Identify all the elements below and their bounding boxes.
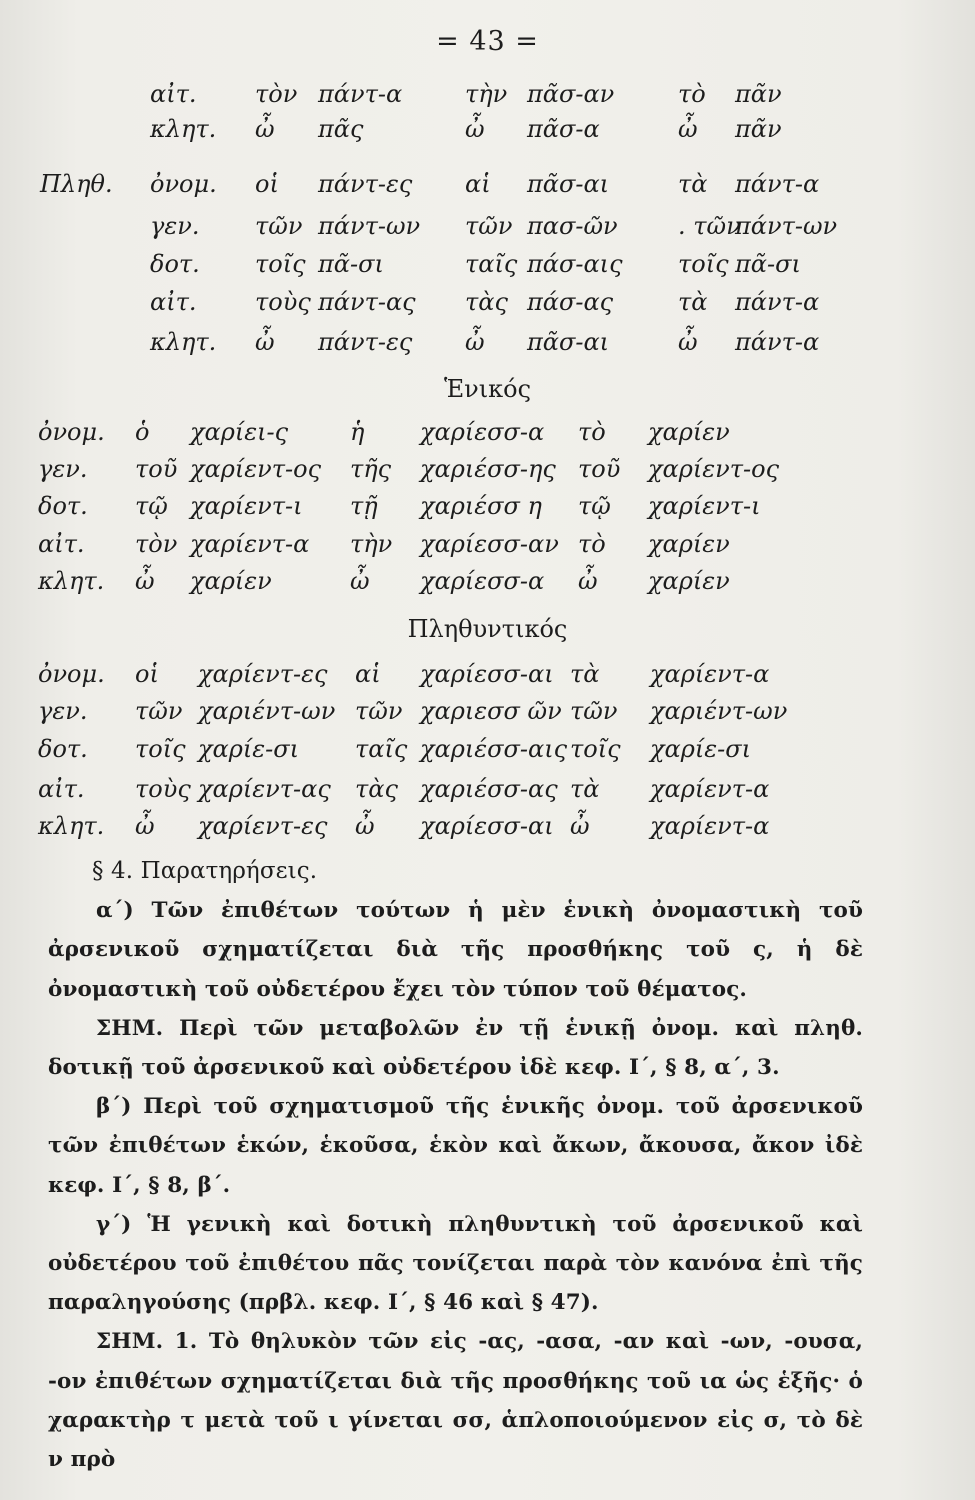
table-cell: γεν. xyxy=(38,697,88,725)
table-cell: πᾶν xyxy=(735,115,782,143)
table-cell: χαρίεν xyxy=(190,567,272,595)
table-cell: πάντ-ων xyxy=(735,212,838,240)
table-cell: γεν. xyxy=(150,212,200,240)
table-cell: χαρίεσσ-α xyxy=(420,418,545,446)
table-cell: τῷ xyxy=(578,492,611,520)
table-cell: χαρίεντ-α xyxy=(190,530,310,558)
table-cell: ὦ xyxy=(678,115,698,143)
table-cell: χαρίεντ-α xyxy=(650,775,770,803)
table-cell: τὰς xyxy=(465,288,508,316)
table-row xyxy=(0,250,975,286)
table-cell: τῇ xyxy=(350,492,378,520)
page-number: = 43 = xyxy=(436,26,539,57)
table-cell: τῷ xyxy=(135,492,168,520)
table-cell: αἰτ. xyxy=(38,775,85,803)
table-cell: πᾶς xyxy=(318,115,364,143)
table-cell: πάντ-ες xyxy=(318,170,413,198)
table-cell: τοῦ xyxy=(578,455,621,483)
table-cell: χαρίε-σι xyxy=(198,735,300,763)
table-cell: ὦ xyxy=(255,328,275,356)
table-cell: κλητ. xyxy=(38,812,105,840)
table-cell: χαρίεντ-α xyxy=(650,660,770,688)
table-cell: πάντ-α xyxy=(735,288,820,316)
table-cell: χαριέσσ-ης xyxy=(420,455,556,483)
table-cell: ὦ xyxy=(255,115,275,143)
table-cell: κλητ. xyxy=(150,115,217,143)
table-cell: χαρίει-ς xyxy=(190,418,289,446)
table-cell: τὴν xyxy=(350,530,393,558)
table-cell: αἰτ. xyxy=(38,530,85,558)
table-cell: ἡ xyxy=(350,418,365,446)
table-row xyxy=(0,288,975,324)
table-row xyxy=(0,212,975,248)
table-cell: χαρίεντ-ας xyxy=(198,775,331,803)
table-cell: τοῖς xyxy=(255,250,306,278)
table-cell: ταῖς xyxy=(355,735,408,763)
table-row xyxy=(0,115,975,151)
table-cell: χαρίεντ-ι xyxy=(648,492,761,520)
table-cell: δοτ. xyxy=(38,735,88,763)
table-cell: πᾶ-σι xyxy=(735,250,801,278)
table-row xyxy=(0,455,975,491)
table-cell: τὸν xyxy=(135,530,178,558)
table-cell: τῶν xyxy=(135,697,183,725)
table-cell: χαρίεντ-ος xyxy=(190,455,322,483)
table-cell: χαριέσσ-αις xyxy=(420,735,568,763)
table-cell: ὀνομ. xyxy=(38,418,105,446)
table-cell: χαρίεσσ-α xyxy=(420,567,545,595)
table-row xyxy=(0,328,975,364)
table-row xyxy=(0,567,975,603)
table-cell: τὰ xyxy=(678,170,708,198)
table-row xyxy=(0,697,975,733)
table-cell: ὀνομ. xyxy=(38,660,105,688)
section-title: § 4. Παρατηρήσεις. xyxy=(92,858,318,884)
heading-plural: Πληθυντικός xyxy=(407,615,568,643)
table-cell: τὸ xyxy=(578,530,606,558)
table-cell: πᾶν xyxy=(735,80,782,108)
table-cell: ὦ xyxy=(570,812,590,840)
table-cell: χαρίεσσ-αν xyxy=(420,530,559,558)
table-cell: αἱ xyxy=(465,170,491,198)
table-cell: τοῖς xyxy=(135,735,186,763)
table-cell: αἱ xyxy=(355,660,381,688)
table-cell: πᾶ-σι xyxy=(318,250,384,278)
table-cell: . τῶν xyxy=(678,212,741,240)
table-cell: ὁ xyxy=(135,418,150,446)
table-cell: τῶν xyxy=(255,212,303,240)
table-cell: χαριέντ-ων xyxy=(198,697,336,725)
table-cell: γεν. xyxy=(38,455,88,483)
table-cell: χαρίεσσ-αι xyxy=(420,812,554,840)
table-cell: χαρίεν xyxy=(648,530,730,558)
table-cell: ταῖς xyxy=(465,250,518,278)
table-cell: πάντ-ες xyxy=(318,328,413,356)
table-cell: αἰτ. xyxy=(150,288,197,316)
table-cell: αἰτ. xyxy=(150,80,197,108)
table-cell: χαριέσσ-ας xyxy=(420,775,558,803)
table-row xyxy=(0,80,975,116)
table-cell: πάσ-αις xyxy=(527,250,623,278)
table-cell: ὦ xyxy=(135,567,155,595)
table-cell: χαρίεντ-ες xyxy=(198,660,328,688)
table-cell: χαριέντ-ων xyxy=(650,697,788,725)
table-row xyxy=(0,775,975,811)
table-cell: χαρίεσσ-αι xyxy=(420,660,554,688)
table-cell: ὦ xyxy=(135,812,155,840)
table-cell: πάντ-α xyxy=(318,80,403,108)
table-cell: τὰς xyxy=(355,775,398,803)
table-cell: τὰ xyxy=(678,288,708,316)
table-cell: οἱ xyxy=(255,170,279,198)
paragraph: ΣΗΜ. 1. Τὸ θηλυκὸν τῶν εἰς -ας, -ασα, -αν καὶ -ων, -ουσα, -ον ἐπιθέτων σχηματίζεται διὰ τῆς προσθήκης τοῦ ια ὡς ἑξῆς· ὁ χαρακτὴρ τ μετὰ τοῦ ι γίνεται σσ, ἁπλοποιούμενον εἰς σ, τὸ δὲ ν πρὸ xyxy=(48,1329,863,1473)
table-cell: πάσ-ας xyxy=(527,288,614,316)
table-cell: ὀνομ. xyxy=(150,170,217,198)
table-cell: τὴν xyxy=(465,80,508,108)
table-cell: τοῦ xyxy=(135,455,178,483)
table-row xyxy=(0,735,975,771)
table-cell: πᾶσ-αν xyxy=(527,80,615,108)
table-cell: τοῖς xyxy=(570,735,621,763)
table-cell: τῶν xyxy=(355,697,403,725)
table-cell: τὰ xyxy=(570,660,600,688)
paragraph: α΄) Τῶν ἐπιθέτων τούτων ἡ μὲν ἑνικὴ ὀνομαστικὴ τοῦ ἀρσενικοῦ σχηματίζεται διὰ τῆς προσθήκης τοῦ ς, ἡ δὲ ὀνομαστικὴ τοῦ οὐδετέρου ἔχει τὸν τύπον τοῦ θέματος. xyxy=(48,898,863,1002)
table-cell: τὸν xyxy=(255,80,298,108)
heading-singular: Ἑνικός xyxy=(443,375,532,403)
table-cell: πᾶσ-αι xyxy=(527,328,610,356)
paragraph: ΣΗΜ. Περὶ τῶν μεταβολῶν ἐν τῇ ἑνικῇ ὀνομ. καὶ πληθ. δοτικῇ τοῦ ἀρσενικοῦ καὶ οὐδετέρου ἰδὲ κεφ. Ι΄, § 8, α΄, 3. xyxy=(48,1015,863,1081)
table-cell: ὦ xyxy=(678,328,698,356)
table-cell: κλητ. xyxy=(38,567,105,595)
table-cell: τοὺς xyxy=(255,288,311,316)
table-row xyxy=(0,812,975,848)
table-cell: πάντ-α xyxy=(735,328,820,356)
table-row xyxy=(0,530,975,566)
table-cell: δοτ. xyxy=(38,492,88,520)
table-cell: τοὺς xyxy=(135,775,191,803)
table-cell: οἱ xyxy=(135,660,159,688)
table-cell: πᾶσ-αι xyxy=(527,170,610,198)
table-cell: τῶν xyxy=(570,697,618,725)
table-cell: τὸ xyxy=(578,418,606,446)
table-cell: χαριέσσ η xyxy=(420,492,542,520)
table-cell: πάντ-α xyxy=(735,170,820,198)
table-cell: ὦ xyxy=(465,115,485,143)
table-cell: χαρίεντ-ος xyxy=(648,455,780,483)
table-row xyxy=(0,170,975,206)
table-cell: χαρίεντ-ες xyxy=(198,812,328,840)
table-cell: δοτ. xyxy=(150,250,200,278)
table-cell: ὦ xyxy=(355,812,375,840)
table-row xyxy=(0,492,975,528)
table-cell: χαρίεν xyxy=(648,567,730,595)
table-cell: πάντ-ας xyxy=(318,288,416,316)
table-cell: χαρίεντ-α xyxy=(650,812,770,840)
table-cell: χαρίεντ-ι xyxy=(190,492,303,520)
table-cell: χαρίε-σι xyxy=(650,735,752,763)
table-cell: πασ-ῶν xyxy=(527,212,618,240)
table-cell: τῶν xyxy=(465,212,513,240)
table-cell: ὦ xyxy=(578,567,598,595)
table-cell: πάντ-ων xyxy=(318,212,421,240)
table-cell: τὰ xyxy=(570,775,600,803)
table-cell: Πληθ. xyxy=(40,170,113,198)
table-row xyxy=(0,418,975,454)
table-cell: τοῖς xyxy=(678,250,729,278)
paragraph: γ΄) Ἡ γενικὴ καὶ δοτικὴ πληθυντικὴ τοῦ ἀρσενικοῦ καὶ οὐδετέρου τοῦ ἐπιθέτου πᾶς τονίζεται παρὰ τὸν κανόνα ἐπὶ τῆς παραληγούσης (πρβλ. κεφ. Ι΄, § 46 καὶ § 47). xyxy=(48,1211,863,1316)
table-cell: ὦ xyxy=(350,567,370,595)
paragraph: β΄) Περὶ τοῦ σχηματισμοῦ τῆς ἑνικῆς ὀνομ. τοῦ ἀρσενικοῦ τῶν ἐπιθέτων ἑκών, ἑκοῦσα, ἑκὸν καὶ ἄκων, ἄκουσα, ἄκον ἰδὲ κεφ. Ι΄, § 8, β΄. xyxy=(48,1094,863,1198)
table-row xyxy=(0,660,975,696)
table-cell: κλητ. xyxy=(150,328,217,356)
table-cell: χαρίεν xyxy=(648,418,730,446)
observations-text xyxy=(48,852,863,1479)
table-cell: ὦ xyxy=(465,328,485,356)
table-cell: τὸ xyxy=(678,80,706,108)
table-cell: χαριεσσ ῶν xyxy=(420,697,562,725)
table-cell: πᾶσ-α xyxy=(527,115,600,143)
table-cell: τῆς xyxy=(350,455,392,483)
